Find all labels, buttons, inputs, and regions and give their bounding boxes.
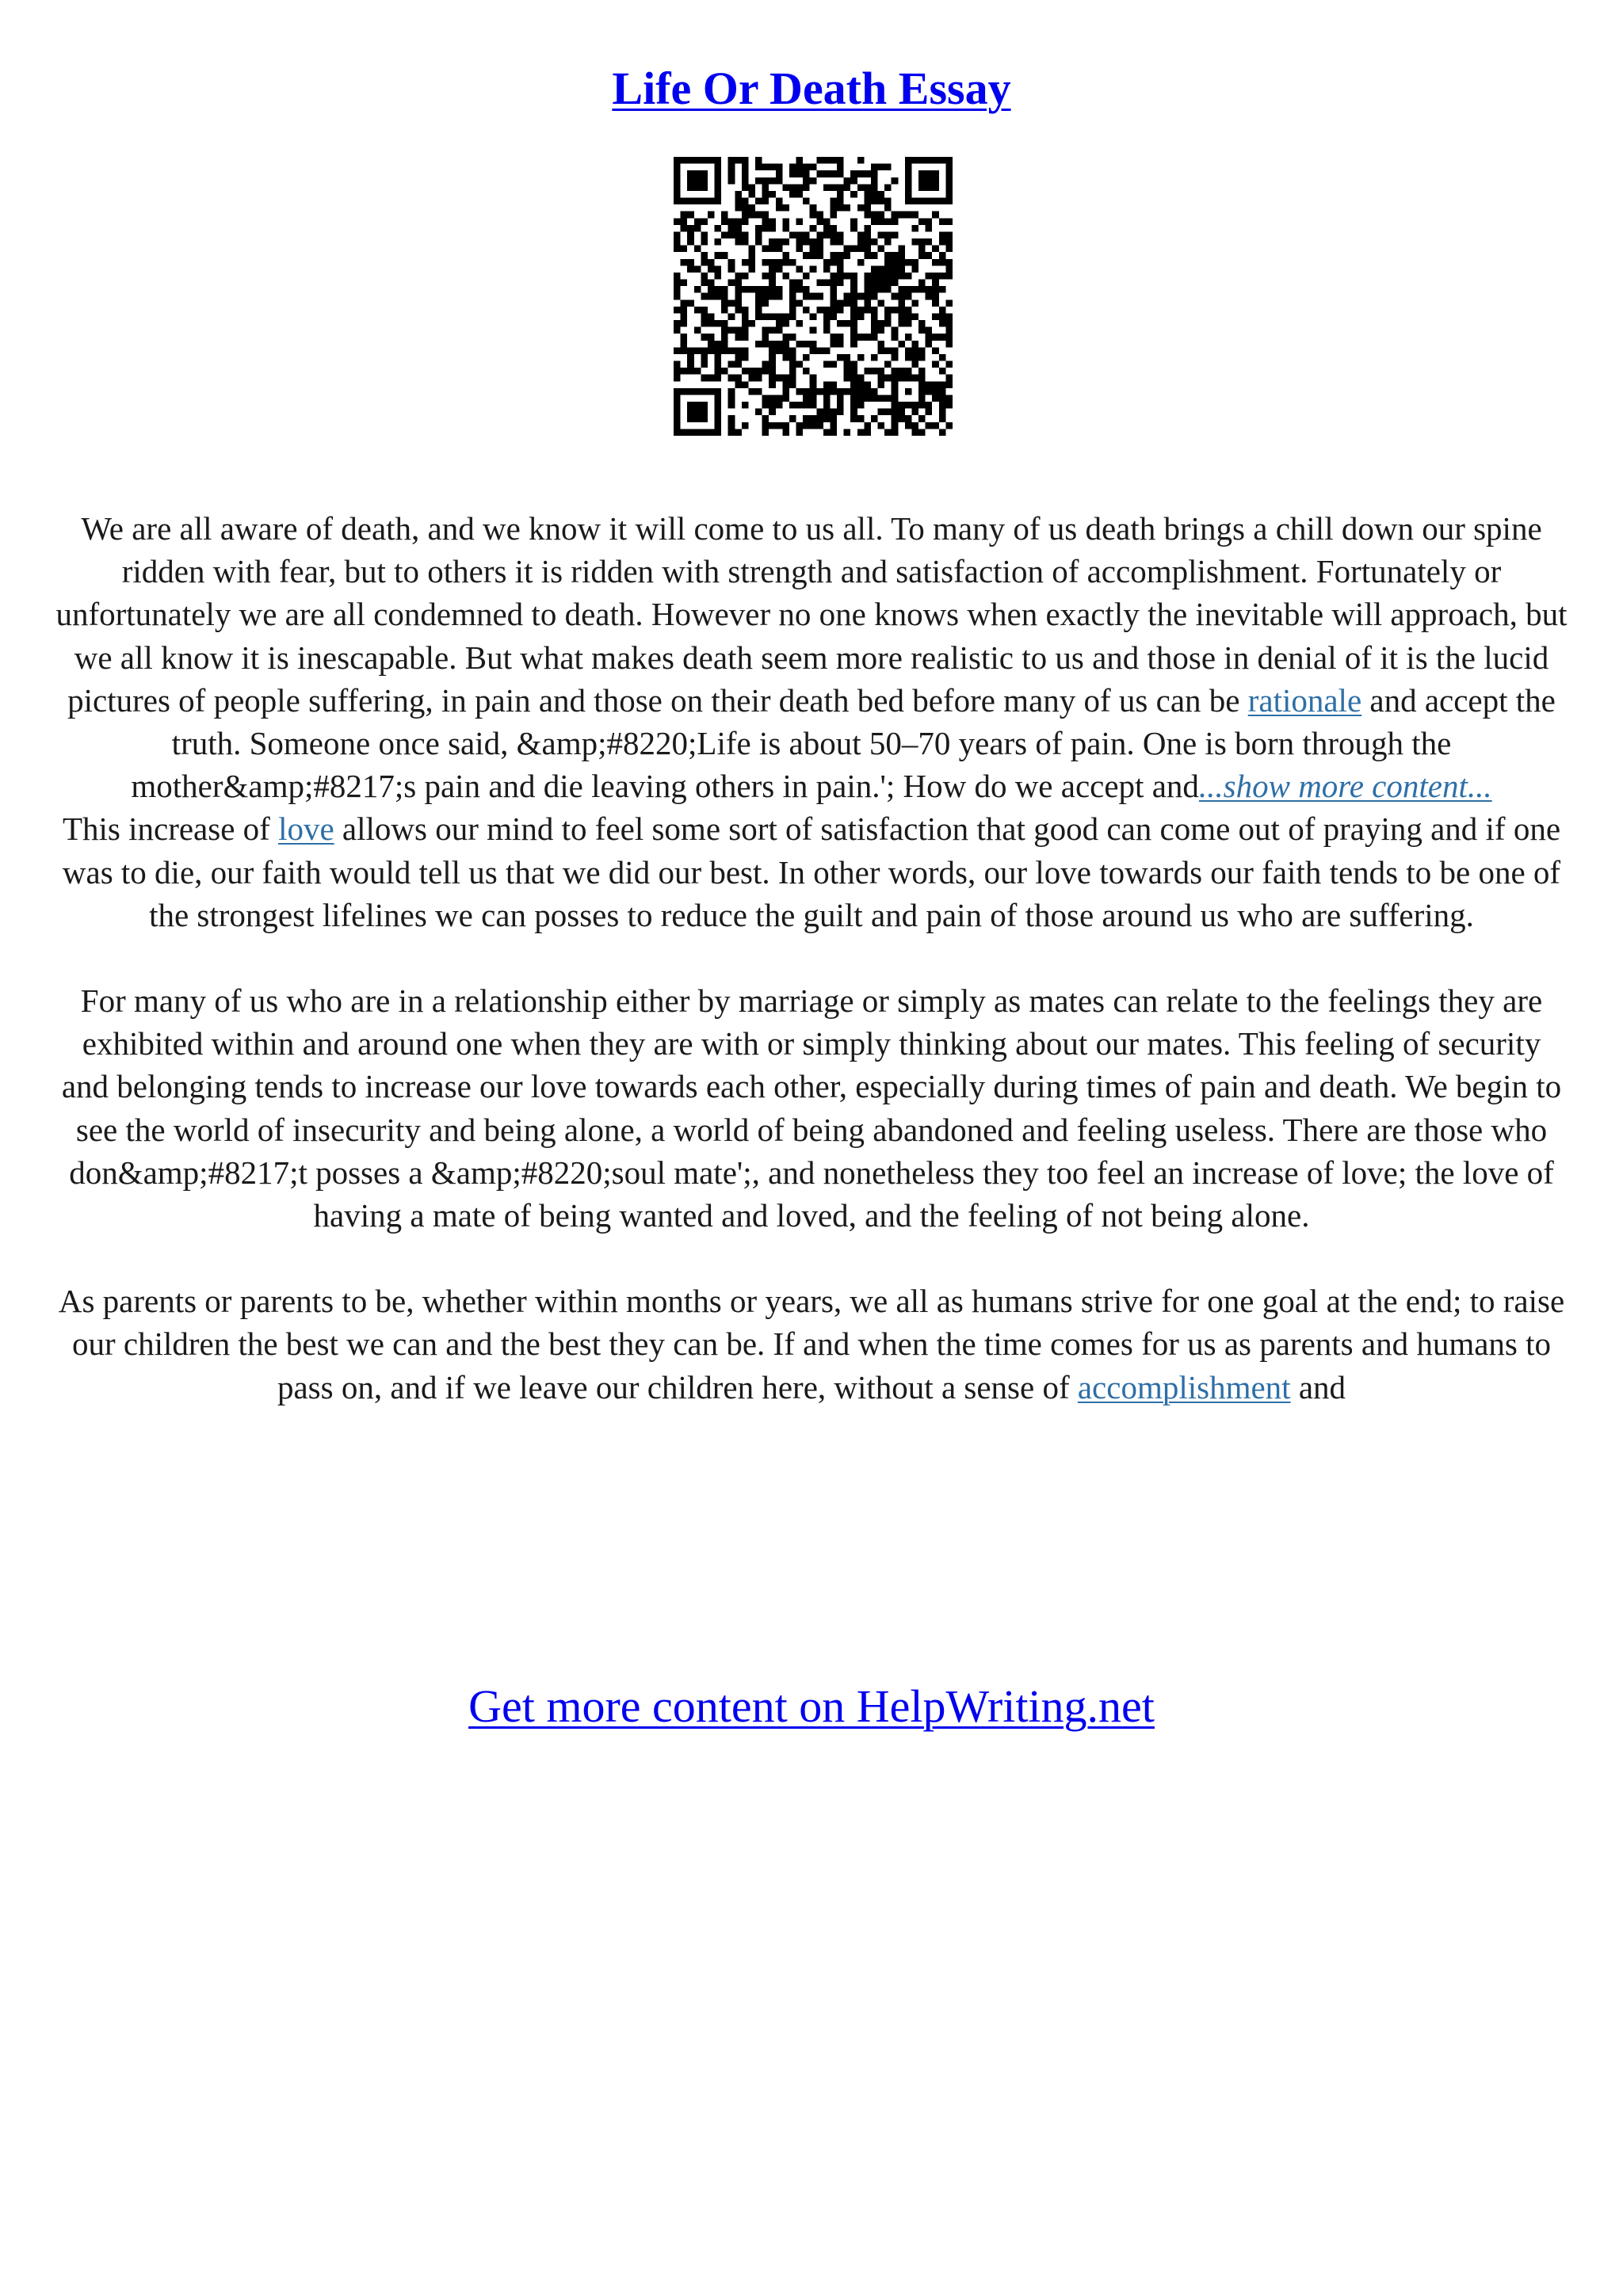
paragraph-2: This increase of love allows our mind to feel some sort of satisfaction that good can come out of praying and if one was to die, our faith would tell us that we did our best. In other words, our love towards our faith tends to be one of the strongest lifelines we can posses to reduce the guilt and pain of those around us who are suffering. (62, 810, 1561, 933)
footer (0, 1676, 1623, 1737)
paragraph-1: We are all aware of death, and we know it will come to us all. To many of us death brings a chill down our spine ridden with fear, but to others it is ridden with strength and satisfaction of accomplishment. Fortunately or unfortunately we are all condemned to death. However no one knows when exactly the inevitable will approach, but we all know it is inescapable. But what makes death seem more realistic to us and those in denial of it is the lucid pictures of people suffering, in pain and those on their death bed before many of us can be rationale and accept the truth. Someone once said, &amp;#8220;Life is about 50–70 years of pain. One is born through the mother&amp;#8217;s pain and die leaving others in pain.'; How do we accept and...show more content... (55, 510, 1568, 805)
paragraph-3: For many of us who are in a relationship either by marriage or simply as mates can relate to the feelings they are exhibited within and around one when they are with or simply thinking about our mates. This feeling of security and belonging tends to increase our love towards each other, especially during times of pain and death. We begin to see the world of insecurity and being alone, a world of being abandoned and feeling useless. There are those who don&amp;#8217;t posses a &amp;#8220;soul mate';, and nonetheless they too feel an increase of love; the love of having a mate of being wanted and loved, and the feeling of not being alone. (61, 982, 1562, 1234)
helpwriting-link[interactable]: Get more content on HelpWriting.net (468, 1680, 1155, 1732)
qr-code-icon (674, 157, 953, 436)
love-link[interactable]: love (278, 810, 334, 848)
accomplishment-link[interactable]: accomplishment (1077, 1368, 1291, 1405)
title-link[interactable]: Life Or Death Essay (612, 63, 1011, 114)
essay-body (55, 507, 1568, 1409)
paragraph-4: As parents or parents to be, whether within months or years, we all as humans strive for one goal at the end; to raise our children the best we can and the best they can be. If and when the time comes for us as parents and humans to pass on, and if we leave our children here, without a sense of accomplishment and (58, 1283, 1565, 1405)
rationale-link[interactable]: rationale (1247, 681, 1362, 719)
page-title (0, 59, 1623, 119)
show-more-link[interactable]: ...show more content... (1198, 768, 1492, 805)
